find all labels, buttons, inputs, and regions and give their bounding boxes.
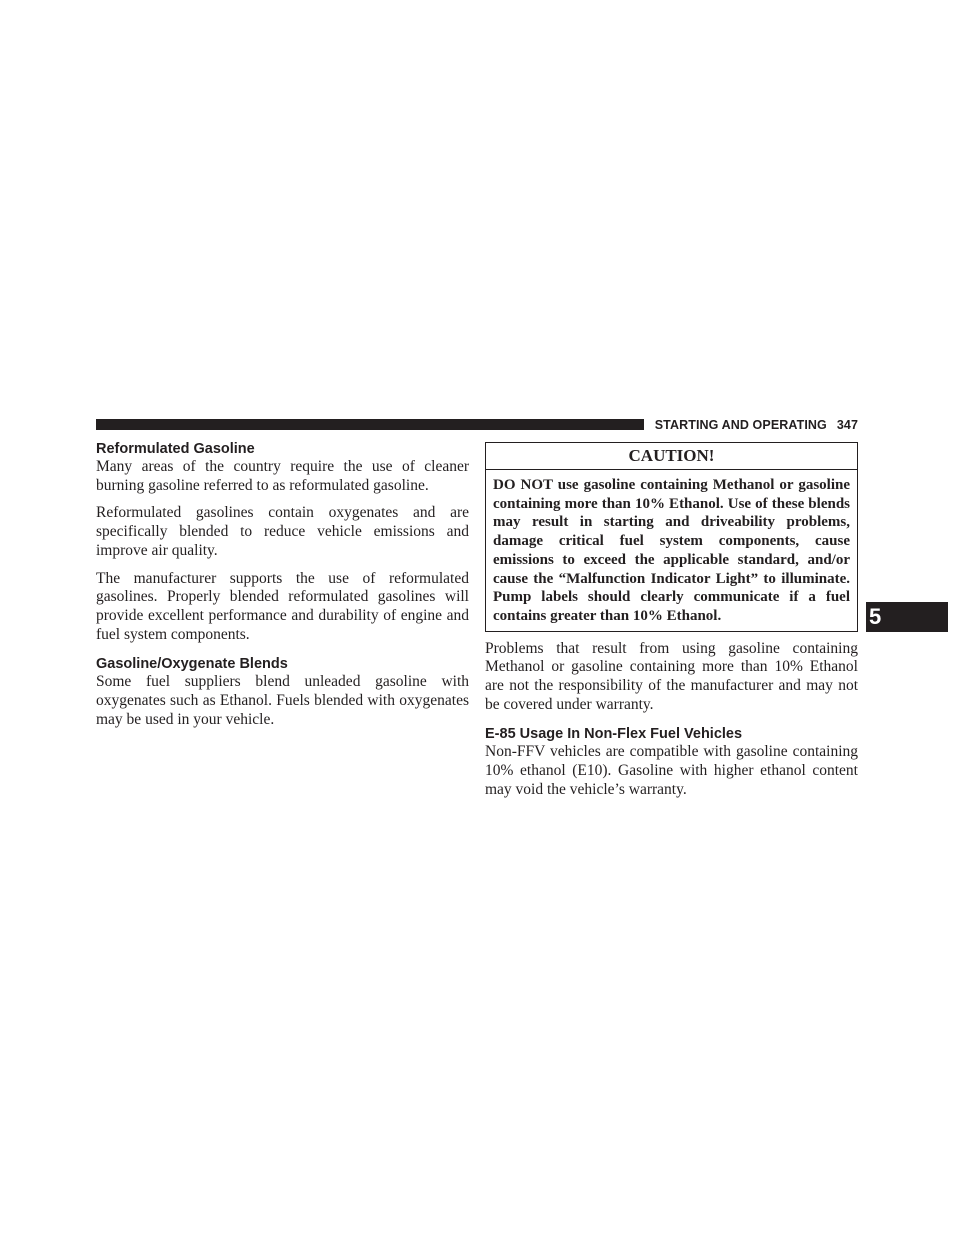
heading-e85-usage: E-85 Usage In Non-Flex Fuel Vehicles (485, 726, 743, 743)
paragraph-e85-1: Non-FFV vehicles are compatible with gasoline containing 10% ethanol (E10). Gasoline with higher ethanol content may void the vehicle’s warranty. (485, 743, 858, 798)
paragraph-oxygenate-1: Some fuel suppliers blend unleaded gasoline with oxygenates such as Ethanol. Fuels blended with oxygenates may be used in your vehicle. (96, 673, 469, 728)
paragraph-reformulated-2: Reformulated gasolines contain oxygenates and are specifically blended to reduce vehicle emissions and improve air quality. (96, 504, 469, 559)
heading-oxygenate-blends: Gasoline/Oxygenate Blends (96, 656, 288, 673)
paragraph-reformulated-3: The manufacturer supports the use of reformulated gasolines. Properly blended reformulated gasolines will provide excellent performance and durability of engine and fuel system components. (96, 569, 469, 643)
paragraph-reformulated-1: Many areas of the country require the use of cleaner burning gasoline referred to as reformulated gasoline. (96, 458, 469, 494)
caution-box (485, 442, 858, 632)
left-column (96, 438, 469, 738)
paragraph-problems: Problems that result from using gasoline containing Methanol or gasoline containing more than 10% Ethanol are not the responsibility of the manufacturer and may not be covered under warranty. (485, 639, 858, 713)
chapter-tab: 5 (866, 602, 948, 632)
caution-body: DO NOT use gasoline containing Methanol or gasoline containing more than 10% Ethanol. Use of these blends may result in starting and driveability problems, damage critical fuel system components, cause emissions to exceed the applicable standard, and/or cause the “Malfunction Indicator Light” to illuminate. Pump labels should clearly communicate if a fuel contains greater than 10% Ethanol. (493, 477, 850, 624)
right-column (485, 438, 858, 809)
heading-reformulated-gasoline: Reformulated Gasoline (96, 441, 255, 457)
page-number: 347 (836, 418, 858, 432)
caution-title: CAUTION! (486, 443, 857, 470)
section-title: STARTING AND OPERATING (654, 418, 827, 432)
running-header (655, 417, 858, 433)
header-rule (96, 419, 644, 430)
